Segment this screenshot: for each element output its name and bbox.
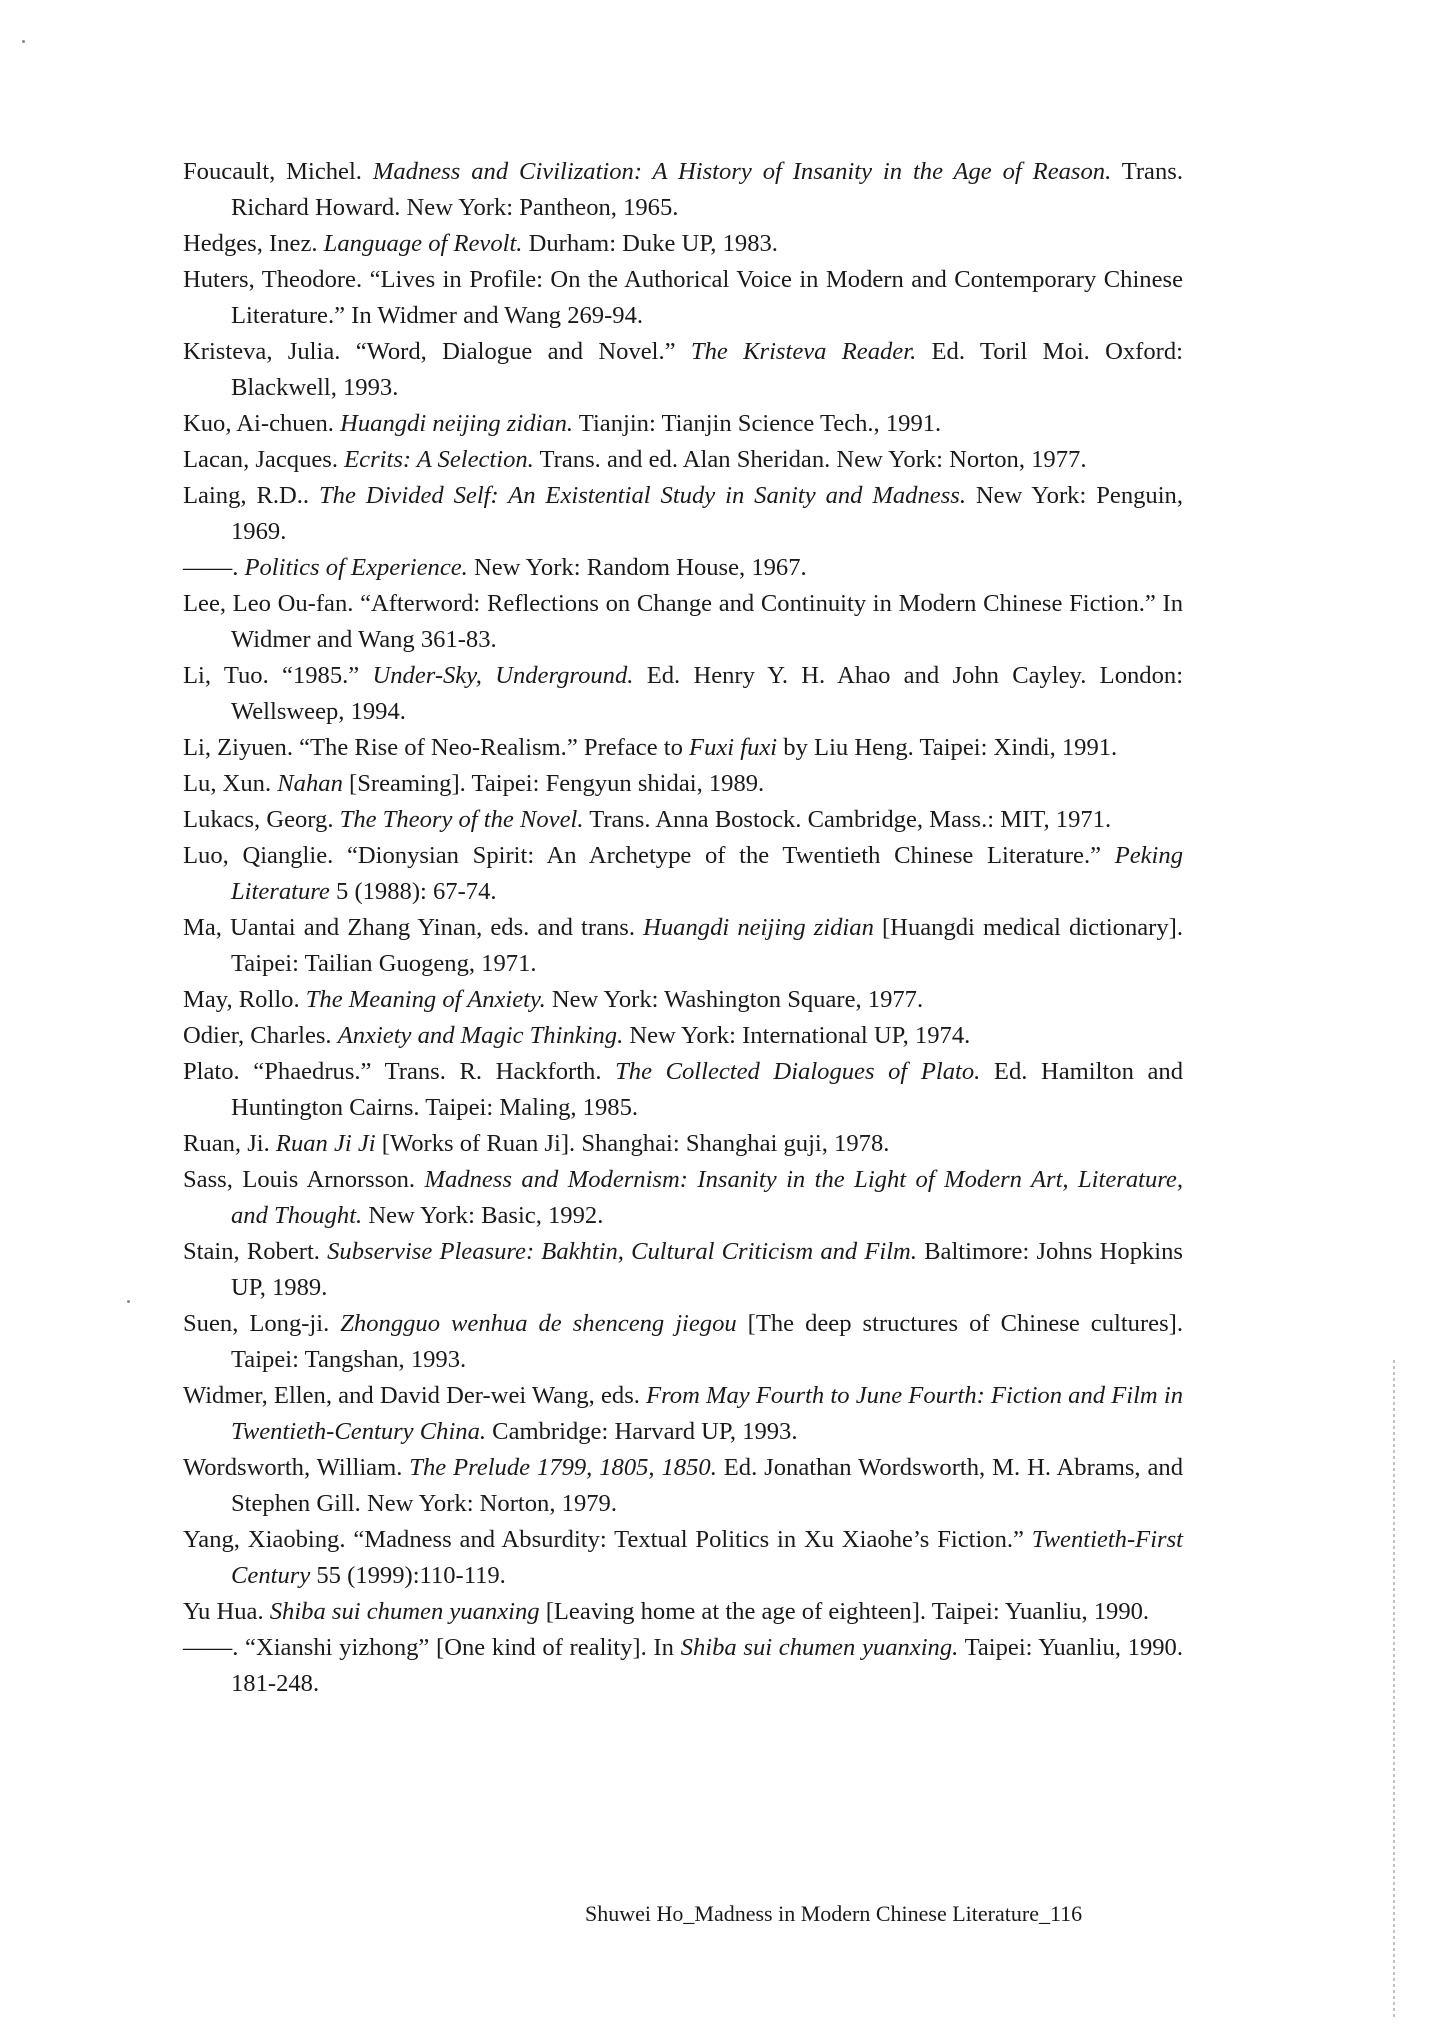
scan-speck [127, 1300, 130, 1303]
entry-title-italic: The Theory of the Novel. [339, 806, 584, 833]
bibliography-entry [183, 658, 1183, 730]
entry-title-italic: Zhongguo wenhua de shenceng jiegou [340, 1310, 737, 1337]
entry-text: Odier, Charles. [183, 1022, 338, 1049]
bibliography-entry [183, 1306, 1183, 1378]
entry-text: Trans. Richard Howard. New York: Pantheon, 1965. [231, 158, 1183, 221]
entry-text: Hedges, Inez. [183, 230, 324, 257]
entry-text: Widmer, Ellen, and David Der-wei Wang, eds. [183, 1382, 647, 1409]
bibliography-entry [183, 550, 1183, 586]
entry-text: Yang, Xiaobing. “Madness and Absurdity: Textual Politics in Xu Xiaohe’s Fiction.” [183, 1526, 1032, 1553]
entry-title-italic: Huangdi neijing zidian [643, 914, 874, 941]
bibliography-entry [183, 1126, 1183, 1162]
entry-text: New York: Penguin, 1969. [231, 482, 1183, 545]
entry-title-italic: The Meaning of Anxiety. [305, 986, 546, 1013]
entry-title-italic: Under-Sky, Underground. [372, 662, 634, 689]
entry-text: Lu, Xun. [183, 770, 278, 797]
entry-text: Wordsworth, William. [183, 1454, 410, 1481]
entry-title-italic: Madness and Civilization: A History of Insanity in the Age of Reason. [372, 158, 1112, 185]
entry-text: May, Rollo. [183, 986, 306, 1013]
scan-speck [22, 40, 25, 43]
entry-text: Taipei: Yuanliu, 1990. 181-248. [231, 1634, 1184, 1697]
bibliography-entry [183, 226, 1183, 262]
bibliography-entry [183, 1054, 1183, 1126]
entry-text: New York: International UP, 1974. [623, 1022, 971, 1049]
entry-text: Suen, Long-ji. [183, 1310, 341, 1337]
entry-title-italic: Ecrits: A Selection. [344, 446, 534, 473]
entry-title-italic: Language of Revolt. [323, 230, 523, 257]
entry-text: Tianjin: Tianjin Science Tech., 1991. [573, 410, 942, 437]
bibliography-entry [183, 1378, 1183, 1450]
entry-text: New York: Random House, 1967. [467, 554, 807, 581]
entry-text: Lukacs, Georg. [183, 806, 340, 833]
entry-title-italic: Huangdi neijing zidian. [340, 410, 574, 437]
entry-title-italic: Shiba sui chumen yuanxing. [680, 1634, 959, 1661]
bibliography-entry [183, 802, 1183, 838]
entry-text: Lacan, Jacques. [183, 446, 345, 473]
entry-text: [Leaving home at the age of eighteen]. Taipei: Yuanliu, 1990. [539, 1598, 1150, 1625]
entry-text: Ed. Toril Moi. Oxford: Blackwell, 1993. [231, 338, 1183, 401]
entry-text: Trans. Anna Bostock. Cambridge, Mass.: MIT, 1971. [583, 806, 1112, 833]
bibliography-entry [183, 406, 1183, 442]
entry-title-italic: Nahan [277, 770, 343, 797]
entry-text: Li, Ziyuen. “The Rise of Neo-Realism.” Preface to [183, 734, 690, 761]
entry-text: [Works of Ruan Ji]. Shanghai: Shanghai guji, 1978. [375, 1130, 890, 1157]
entry-text: [The deep structures of Chinese cultures]. Taipei: Tangshan, 1993. [231, 1310, 1183, 1373]
bibliography-entry [183, 1162, 1183, 1234]
entry-title-italic: From May Fourth to June Fourth: Fiction and Film in Twentieth-Century China. [231, 1382, 1184, 1445]
entry-text: [Sreaming]. Taipei: Fengyun shidai, 1989. [342, 770, 765, 797]
entry-title-italic: The Prelude 1799, 1805, 1850. [409, 1454, 717, 1481]
entry-title-italic: Politics of Experience. [244, 554, 468, 581]
running-footer: Shuwei Ho_Madness in Modern Chinese Literature_116 [585, 1901, 1083, 1926]
bibliography-entry [183, 154, 1183, 226]
entry-text: Ruan, Ji. [183, 1130, 276, 1157]
entry-text: Kristeva, Julia. “Word, Dialogue and Novel.” [183, 338, 691, 365]
entry-text: Ed. Jonathan Wordsworth, M. H. Abrams, and Stephen Gill. New York: Norton, 1979. [231, 1454, 1183, 1517]
entry-text: by Liu Heng. Taipei: Xindi, 1991. [777, 734, 1118, 761]
bibliography-entry [183, 910, 1183, 982]
entry-title-italic: Anxiety and Magic Thinking. [337, 1022, 624, 1049]
entry-text: Sass, Louis Arnorsson. [183, 1166, 425, 1193]
entry-text: Lee, Leo Ou-fan. “Afterword: Reflections on Change and Continuity in Modern Chinese Fiction.” In Widmer and Wang 361-83. [183, 590, 1183, 653]
bibliography-entry [183, 1522, 1183, 1594]
entry-text: Laing, R.D.. [183, 482, 319, 509]
entry-text: 55 (1999):110-119. [310, 1562, 506, 1589]
entry-title-italic: The Divided Self: An Existential Study in Sanity and Madness. [319, 482, 966, 509]
entry-text: Ed. Hamilton and Huntington Cairns. Taipei: Maling, 1985. [231, 1058, 1183, 1121]
entry-text: Baltimore: Johns Hopkins UP, 1989. [231, 1238, 1183, 1301]
entry-text: Durham: Duke UP, 1983. [522, 230, 778, 257]
bibliography-entry [183, 1234, 1183, 1306]
entry-title-italic: Fuxi fuxi [689, 734, 778, 761]
entry-text: ——. [183, 554, 245, 581]
entry-title-italic: Peking Literature [231, 842, 1183, 905]
entry-text: Kuo, Ai-chuen. [183, 410, 341, 437]
entry-text: Huters, Theodore. “Lives in Profile: On the Authorical Voice in Modern and Contemporary Chinese Literature.” In Widmer and Wang 269-94. [183, 266, 1183, 329]
bibliography-entry [183, 262, 1183, 334]
entry-text: Stain, Robert. [183, 1238, 328, 1265]
entry-text: 5 (1988): 67-74. [329, 878, 497, 905]
bibliography-entry [183, 334, 1183, 406]
entry-text: Ma, Uantai and Zhang Yinan, eds. and trans. [183, 914, 644, 941]
entry-title-italic: The Collected Dialogues of Plato. [615, 1058, 981, 1085]
bibliography-entry [183, 1450, 1183, 1522]
entry-text: ——. “Xianshi yizhong” [One kind of reality]. In [183, 1634, 681, 1661]
bibliography-entry [183, 586, 1183, 658]
entry-text: Trans. and ed. Alan Sheridan. New York: Norton, 1977. [533, 446, 1087, 473]
bibliography-entry [183, 838, 1183, 910]
bibliography-entry [183, 766, 1183, 802]
scan-edge-artifact [1393, 1360, 1395, 2020]
entry-text: Yu Hua. [183, 1598, 270, 1625]
entry-text: Cambridge: Harvard UP, 1993. [486, 1418, 798, 1445]
entry-title-italic: Ruan Ji Ji [275, 1130, 376, 1157]
bibliography-entry [183, 1630, 1183, 1702]
entry-text: New York: Basic, 1992. [362, 1202, 604, 1229]
bibliography-entry [183, 1018, 1183, 1054]
bibliography-entry [183, 982, 1183, 1018]
bibliography-entry [183, 478, 1183, 550]
bibliography-list [183, 154, 1183, 1702]
entry-text: Luo, Qianglie. “Dionysian Spirit: An Archetype of the Twentieth Chinese Literature.” [183, 842, 1115, 869]
entry-title-italic: Twentieth-First Century [231, 1526, 1183, 1589]
bibliography-entry [183, 1594, 1183, 1630]
entry-title-italic: The Kristeva Reader. [690, 338, 917, 365]
entry-title-italic: Madness and Modernism: Insanity in the Light of Modern Art, Literature, and Thought. [231, 1166, 1183, 1229]
entry-text: [Huangdi medical dictionary]. Taipei: Tailian Guogeng, 1971. [231, 914, 1183, 977]
entry-text: Plato. “Phaedrus.” Trans. R. Hackforth. [183, 1058, 616, 1085]
entry-text: New York: Washington Square, 1977. [545, 986, 924, 1013]
bibliography-entry [183, 730, 1183, 766]
entry-text: Ed. Henry Y. H. Ahao and John Cayley. London: Wellsweep, 1994. [231, 662, 1184, 725]
entry-text: Foucault, Michel. [183, 158, 373, 185]
bibliography-entry [183, 442, 1183, 478]
entry-title-italic: Shiba sui chumen yuanxing [269, 1598, 540, 1625]
entry-title-italic: Subservise Pleasure: Bakhtin, Cultural Criticism and Film. [327, 1238, 917, 1265]
entry-text: Li, Tuo. “1985.” [183, 662, 373, 689]
